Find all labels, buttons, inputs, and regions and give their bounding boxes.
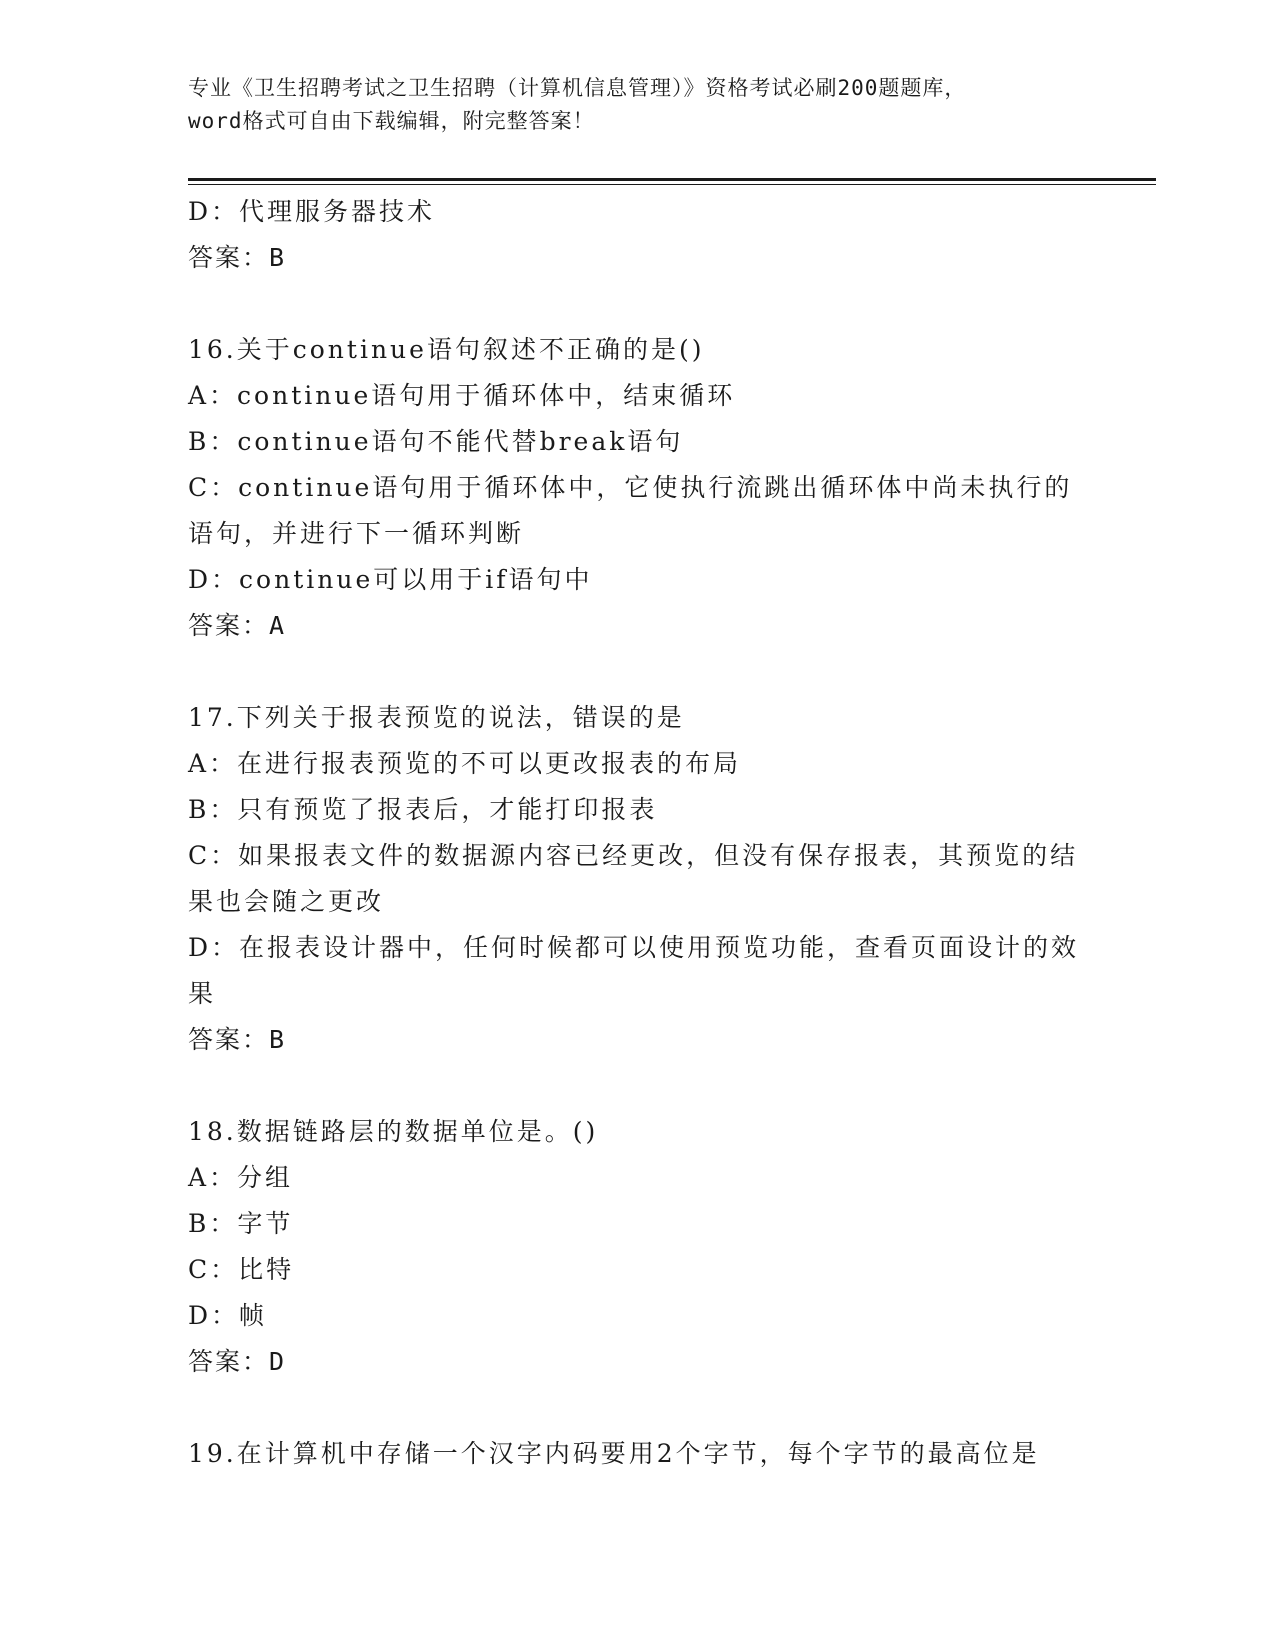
document-header <box>188 72 1088 138</box>
question-18-answer: 答案：D <box>188 1347 287 1376</box>
question-17-option-d: D：在报表设计器中，任何时候都可以使用预览功能，查看页面设计的效果 <box>188 933 1080 1008</box>
question-16-answer: 答案：A <box>188 611 287 640</box>
question-17-option-a: A：在进行报表预览的不可以更改报表的布局 <box>188 749 742 778</box>
question-18-stem: 18.数据链路层的数据单位是。() <box>188 1117 599 1146</box>
question-16-stem: 16.关于continue语句叙述不正确的是() <box>188 335 705 364</box>
question-18-option-a: A：分组 <box>188 1163 294 1192</box>
question-19-stem: 19.在计算机中存储一个汉字内码要用2个字节，每个字节的最高位是 <box>188 1439 1040 1468</box>
header-line-1: 专业《卫生招聘考试之卫生招聘（计算机信息管理）》资格考试必刷200题题库， <box>188 76 967 100</box>
spacer <box>188 281 1098 327</box>
question-18-option-d: D：帧 <box>188 1301 268 1330</box>
answer-line: 答案：B <box>188 243 287 272</box>
spacer <box>188 1385 1098 1431</box>
question-16-option-d: D：continue可以用于if语句中 <box>188 565 593 594</box>
question-17-option-b: B：只有预览了报表后，才能打印报表 <box>188 795 658 824</box>
question-16-option-c: C：continue语句用于循环体中，它使执行流跳出循环体中尚未执行的语句，并进行下一循环判断 <box>188 473 1073 548</box>
question-16-option-b: B：continue语句不能代替break语句 <box>188 427 684 456</box>
question-18-option-b: B：字节 <box>188 1209 294 1238</box>
question-17-stem: 17.下列关于报表预览的说法，错误的是 <box>188 703 685 732</box>
option-d: D：代理服务器技术 <box>188 197 436 226</box>
question-list <box>188 189 1098 1477</box>
spacer <box>188 649 1098 695</box>
header-rule-thick <box>188 178 1156 181</box>
question-17-answer: 答案：B <box>188 1025 287 1054</box>
header-rule-thin <box>188 184 1156 185</box>
spacer <box>188 1063 1098 1109</box>
header-line-2: word格式可自由下载编辑，附完整答案！ <box>188 109 595 133</box>
question-17-option-c: C：如果报表文件的数据源内容已经更改，但没有保存报表，其预览的结果也会随之更改 <box>188 841 1079 916</box>
question-16-option-a: A：continue语句用于循环体中，结束循环 <box>188 381 736 410</box>
question-18-option-c: C：比特 <box>188 1255 295 1284</box>
